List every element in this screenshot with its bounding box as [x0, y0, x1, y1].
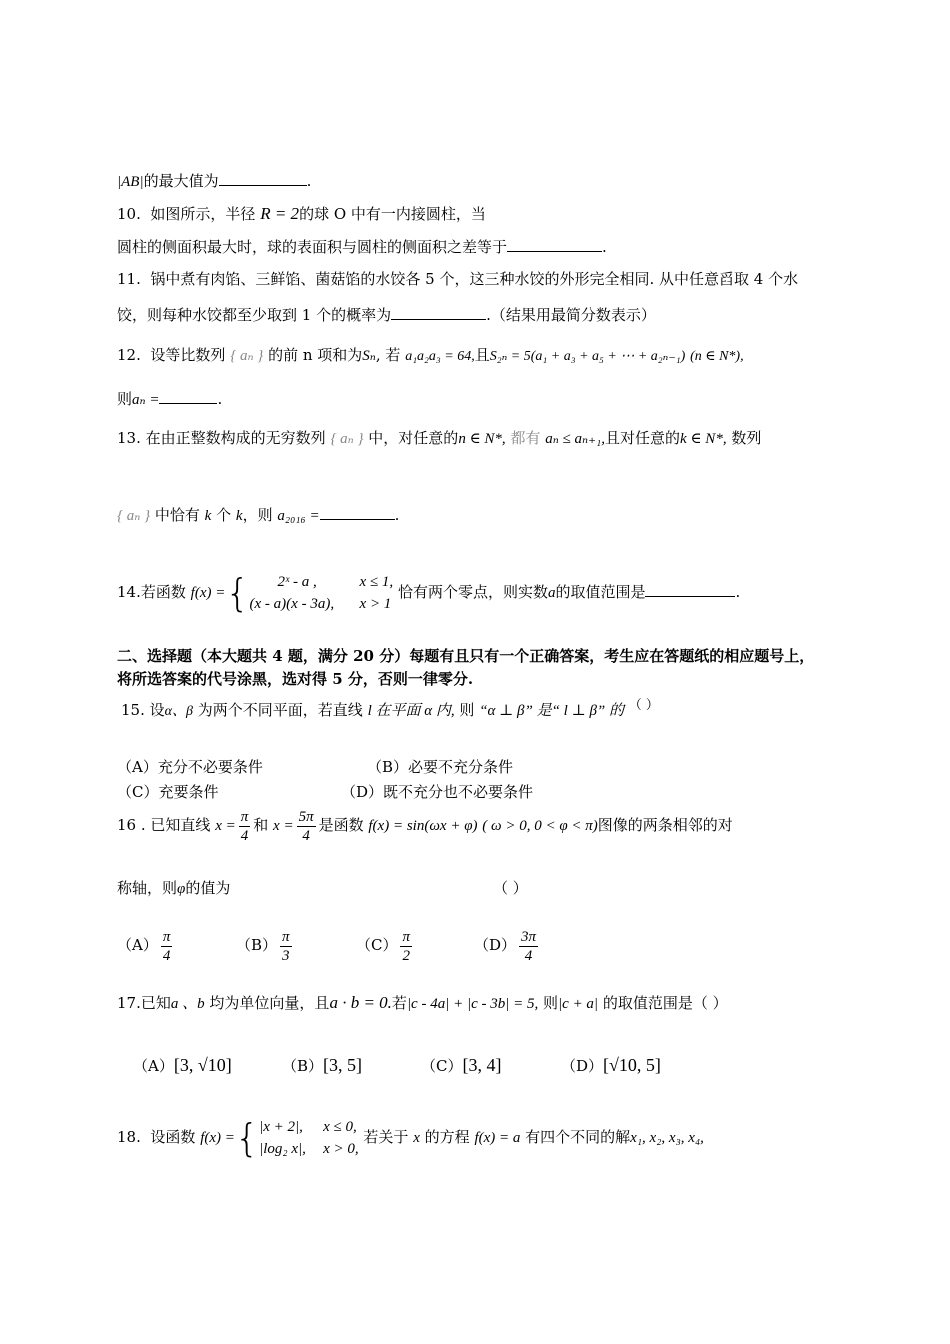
- q11-line1-text: 锅中煮有肉馅、三鲜馅、菌菇馅的水饺各 5 个，这三种水饺的外形完全相同. 从中任意舀取 4 个水: [150, 270, 799, 288]
- q11-num: 11.: [117, 270, 141, 288]
- q14-cond1: x ≤ 1,: [359, 574, 394, 590]
- q16-x1: x =: [215, 818, 236, 834]
- q14-fx: f(x) =: [190, 585, 226, 601]
- q16-line2: [117, 878, 230, 899]
- q17-text-a: 已知: [140, 994, 171, 1012]
- q15-text-b: 为两个不同平面，若直线: [197, 701, 363, 719]
- q14-case2: (x - a)(x - 3a),: [249, 596, 335, 612]
- q17-line: [117, 993, 728, 1014]
- q18-line: [117, 1115, 704, 1160]
- q13-line1: [117, 428, 761, 449]
- q12-text-d: 且: [474, 346, 490, 364]
- q10-line2: [117, 237, 607, 257]
- q14-cond2: x > 1: [359, 596, 392, 612]
- q17-opt-a-val: [3, √10]: [173, 1055, 232, 1075]
- q17-math2: a · b = 0.: [329, 993, 392, 1012]
- q16-opt-d-label: （D）: [474, 936, 517, 954]
- q10-blank: [507, 237, 602, 252]
- q16-opt-a-label: （A）: [117, 936, 158, 954]
- q12-line2-math: aₙ =: [132, 392, 160, 408]
- q15-math2: l 在平面 α 内,: [367, 703, 455, 719]
- q13-line2-a: 中恰有: [154, 506, 200, 524]
- q16-frac1-den: 4: [240, 827, 249, 844]
- q16-opt-a: [117, 925, 175, 965]
- q16-opt-b: [236, 925, 295, 965]
- q16-opt-a-frac: [161, 928, 173, 965]
- q12-text-a: 设等比数列: [150, 346, 226, 364]
- q16-text-b: 是函数: [318, 816, 364, 834]
- q18-case2: |log₂ x|,: [259, 1141, 306, 1157]
- q13-text-a: 在由正整数构成的无穷数列: [145, 429, 326, 447]
- q14-piecewise: [250, 571, 394, 615]
- q16-opt-d: [474, 925, 541, 965]
- q15-opt-d: （D）既不充分也不必要条件: [341, 783, 534, 801]
- q17-text-b: 均为单位向量，且: [209, 994, 330, 1012]
- q13-k1: k: [204, 508, 212, 524]
- q16-x2: x =: [273, 818, 294, 834]
- q12-cond2: S₂ₙ = 5(a₁ + a₃ + a₅ + ⋯ + a₂ₙ₋₁): [489, 349, 686, 364]
- q15-line: [121, 696, 659, 722]
- q13-math2: aₙ ≤ aₙ₊₁,: [545, 431, 606, 447]
- q16-line2-b: 的值为: [185, 879, 231, 897]
- q15-math3: “α ⊥ β” 是“ l ⊥ β” 的: [479, 703, 625, 719]
- q15-num: 15.: [121, 701, 145, 719]
- q11-line2: [117, 305, 656, 325]
- q11-line2-b: .（结果用最简分数表示）: [486, 306, 656, 324]
- q14-brace-icon: {: [225, 571, 250, 615]
- q10-end: .: [602, 238, 607, 256]
- q18-brace-icon: {: [234, 1116, 260, 1160]
- q16-paren: （ ）: [493, 879, 528, 897]
- q12-num: 12.: [117, 346, 141, 364]
- q14-num: 14.: [117, 583, 141, 601]
- q14-text-c: 的取值范围是: [555, 583, 646, 601]
- q17-opt-b: [282, 1055, 362, 1076]
- q16-opt-c-label: （C）: [356, 936, 398, 954]
- q13-text-e: 数列: [731, 429, 762, 447]
- q17-num: 17.: [117, 994, 141, 1012]
- q14-var: a: [547, 585, 556, 601]
- q13-math1: n ∈ N*,: [458, 431, 506, 447]
- q18-cond1: x ≤ 0,: [323, 1119, 357, 1135]
- q14-text-a: 若函数: [140, 583, 186, 601]
- q14-line: [117, 570, 740, 615]
- q16-and: 和: [253, 816, 269, 834]
- q16-opt-b-num: π: [282, 928, 290, 945]
- q9-end: .: [306, 172, 312, 190]
- q11-line1: [117, 269, 798, 289]
- q17-opt-c-val: [3, 4]: [462, 1055, 502, 1075]
- q13-line2: [117, 505, 399, 526]
- q16-frac2-num: 5π: [298, 808, 314, 825]
- q15-opt-b: （B）必要不充分条件: [367, 758, 514, 776]
- q12-cond1: a₁a₂a₃ = 64,: [405, 349, 475, 364]
- q16-opt-a-num: π: [162, 928, 171, 945]
- q12-seq: { aₙ }: [230, 348, 264, 364]
- q12-end: .: [217, 390, 223, 408]
- q17-opt-d-val: [√10, 5]: [603, 1055, 661, 1075]
- section2-line2: 将所选答案的代号涂黑，选对得 5 分，否则一律零分.: [117, 670, 474, 688]
- q17-math1: a 、b: [170, 996, 205, 1012]
- q16-opt-c-num: π: [402, 928, 410, 945]
- q10-text-b: 的球 O 中有一内接圆柱，当: [299, 205, 486, 223]
- q18-eq: f(x) = a: [474, 1130, 521, 1146]
- q15-opt-a: （A）充分不必要条件: [117, 758, 263, 776]
- q13-text-b: 中，对任意的: [368, 429, 459, 447]
- q15-math1: α、β: [164, 704, 193, 719]
- q16-opt-d-frac: [519, 928, 538, 965]
- q16-phi: φ: [177, 881, 186, 897]
- q9-abs: |AB|: [117, 174, 144, 190]
- q16-text-a: 已知直线: [150, 816, 211, 834]
- q16-frac1: [239, 808, 251, 845]
- q16-line2-a: 称轴，则: [117, 879, 178, 897]
- q13-target: a₂₀₁₆ =: [277, 508, 320, 524]
- q17-math3: |c - 4a| + |c - 3b| = 5,: [406, 996, 539, 1012]
- q12-blank: [159, 389, 217, 404]
- q13-seq: { aₙ }: [330, 431, 364, 447]
- q12-sn: Sₙ: [362, 348, 376, 364]
- q16-num: 16 .: [117, 816, 146, 834]
- q13-line2-b: 个: [216, 506, 232, 524]
- q16-text-c: 图像的两条相邻的对: [597, 816, 733, 834]
- q14-blank: [645, 582, 735, 597]
- q16-opt-b-label: （B）: [236, 936, 278, 954]
- q18-text-d: 有四个不同的解: [525, 1128, 631, 1146]
- q17-opt-c: [421, 1055, 501, 1076]
- q13-text-d: 且对任意的: [605, 429, 681, 447]
- q16-line1: [117, 805, 733, 846]
- q16-opt-b-den: 3: [282, 947, 290, 964]
- q17-text-d: 则: [543, 994, 559, 1012]
- q13-math3: k ∈ N*,: [680, 431, 727, 447]
- q17-opt-a: [133, 1055, 232, 1076]
- q10-math: R = 2: [260, 204, 300, 223]
- q12-text-b: 的前 n 项和为: [268, 346, 363, 364]
- q18-num: 18.: [117, 1128, 141, 1146]
- q10-text-a: 如图所示，半径: [150, 205, 256, 223]
- q16-opt-d-den: 4: [524, 947, 533, 964]
- q18-case1: |x + 2|,: [259, 1119, 303, 1135]
- q16-frac2-den: 4: [302, 827, 310, 844]
- q12-line1: [117, 345, 744, 367]
- q18-x: x: [413, 1130, 420, 1146]
- q13-end: .: [394, 506, 400, 524]
- q18-fx: f(x) =: [200, 1130, 235, 1146]
- q18-text-c: 的方程: [424, 1128, 470, 1146]
- q9-text: 的最大值为: [143, 172, 219, 190]
- q13-text-c: 都有: [510, 429, 541, 447]
- q12-text-c: , 若: [375, 346, 401, 364]
- q15-paren: （ ）: [628, 698, 659, 713]
- q9-tail: [117, 171, 311, 192]
- q11-blank: [391, 305, 486, 320]
- q10-line1: [117, 204, 486, 224]
- q12-line2-a: 则: [117, 390, 133, 408]
- q18-text-b: 若关于: [363, 1128, 409, 1146]
- q13-k2: k: [235, 508, 243, 524]
- q15-text-c: 则: [459, 701, 475, 719]
- q14-text-b: 恰有两个零点，则实数: [397, 583, 548, 601]
- q13-line2-c: ，则: [242, 506, 273, 524]
- q13-line2-seq: { aₙ }: [117, 508, 151, 524]
- q17-text-e: 的取值范围是（ ）: [602, 994, 728, 1012]
- q18-text-a: 设函数: [150, 1128, 196, 1146]
- q14-case1: 2ˣ - a ,: [277, 574, 317, 590]
- q16-cond: ( ω > 0, 0 < φ < π): [482, 818, 598, 834]
- q10-line2-text: 圆柱的侧面积最大时，球的表面积与圆柱的侧面积之差等于: [117, 238, 508, 256]
- q13-num: 13.: [117, 429, 141, 447]
- q16-opt-d-num: 3π: [521, 928, 537, 945]
- q17-opt-a-label: （A）: [133, 1057, 174, 1075]
- q10-num: 10.: [117, 205, 141, 223]
- q15-text-a: 设: [149, 701, 165, 719]
- q12-domain: (n ∈ N*),: [690, 349, 744, 364]
- q16-func: f(x) = sin(ωx + φ): [368, 818, 478, 834]
- section2-line1: 二、选择题（本大题共 4 题，满分 20 分）每题有且只有一个正确答案，考生应在答题纸的相应题号上，: [117, 647, 815, 665]
- q18-piecewise: [259, 1116, 359, 1160]
- q17-text-c: 若: [391, 994, 407, 1012]
- q15-opt-c: （C）充要条件: [117, 783, 219, 801]
- q18-roots: x₁, x₂, x₃, x₄,: [630, 1130, 704, 1146]
- q13-blank: [320, 505, 395, 520]
- q17-opt-b-label: （B）: [282, 1057, 324, 1075]
- q14-end: .: [735, 583, 741, 601]
- q17-math4: |c + a|: [558, 996, 599, 1012]
- q16-opt-c: [356, 925, 415, 965]
- q9-blank: [219, 171, 307, 186]
- q12-line2: [117, 389, 222, 410]
- q11-line2-a: 饺，则每种水饺都至少取到 1 个的概率为: [117, 306, 392, 324]
- q16-frac1-num: π: [240, 808, 249, 825]
- q16-frac2: [297, 808, 316, 845]
- q18-cond2: x > 0,: [323, 1141, 359, 1157]
- q17-opt-c-label: （C）: [421, 1057, 463, 1075]
- q16-opt-b-frac: [280, 928, 292, 965]
- q17-opt-d-label: （D）: [561, 1057, 604, 1075]
- q17-opt-b-val: [3, 5]: [323, 1055, 363, 1075]
- q16-opt-c-den: 2: [402, 947, 410, 964]
- q17-opt-d: [561, 1055, 661, 1076]
- q16-opt-a-den: 4: [162, 947, 171, 964]
- q16-opt-c-frac: [400, 928, 412, 965]
